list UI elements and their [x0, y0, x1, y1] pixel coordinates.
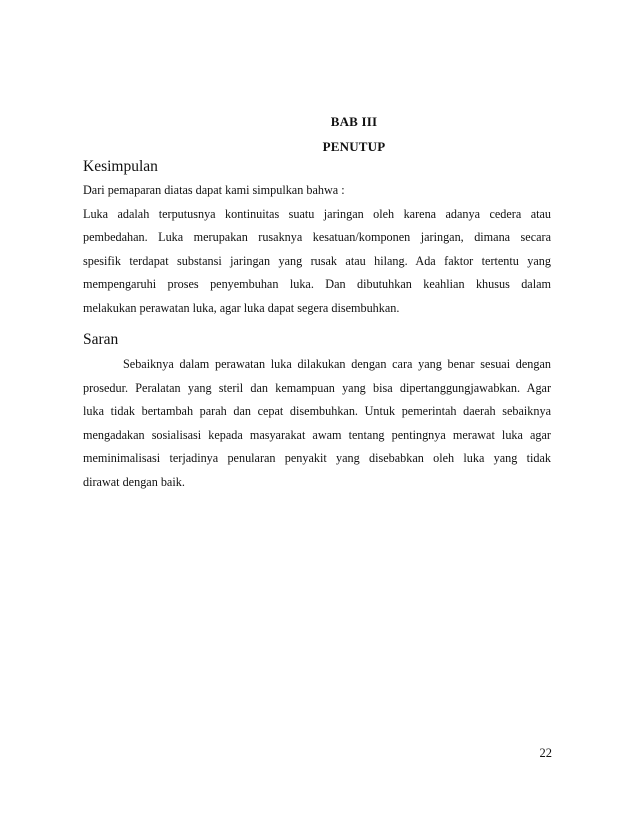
text-line: Luka adalah terputusnya kontinuitas suatu jaringan oleh karena adanya cedera atau: [83, 206, 551, 221]
text-line: Dari pemaparan diatas dapat kami simpulkan bahwa :: [83, 183, 345, 197]
saran-paragraph: [83, 353, 551, 494]
text-line: spesifik terdapat substansi jaringan yang rusak atau hilang. Ada faktor tertentu yang: [83, 253, 551, 268]
page-number: 22: [539, 746, 552, 760]
text-line: mengadakan sosialisasi kepada masyarakat awam tentang pentingnya merawat luka agar: [83, 427, 551, 442]
text-line: mempengaruhi proses penyembuhan luka. Dan dibutuhkan keahlian khusus dalam: [83, 277, 551, 291]
text-line: Sebaiknya dalam perawatan luka dilakukan dengan cara yang benar sesuai dengan: [123, 357, 551, 371]
section-title-saran: Saran: [83, 331, 119, 348]
text-line: luka tidak bertambah parah dan cepat disembuhkan. Untuk pemerintah daerah sebaiknya: [83, 404, 551, 418]
chapter-number: BAB III: [330, 114, 378, 129]
chapter-title: PENUTUP: [322, 139, 386, 154]
text-line: meminimalisasi terjadinya penularan penyakit yang disebabkan oleh luka yang tidak: [83, 451, 551, 465]
text-line: melakukan perawatan luka, agar luka dapat segera disembuhkan.: [83, 300, 400, 315]
text-line: dirawat dengan baik.: [83, 474, 185, 489]
text-line: prosedur. Peralatan yang steril dan kemampuan yang bisa dipertanggungjawabkan. Agar: [83, 380, 551, 395]
section-title-kesimpulan: Kesimpulan: [83, 158, 158, 175]
text-line: pembedahan. Luka merupakan rusaknya kesatuan/komponen jaringan, dimana secara: [83, 230, 551, 244]
kesimpulan-paragraph: [83, 179, 551, 320]
